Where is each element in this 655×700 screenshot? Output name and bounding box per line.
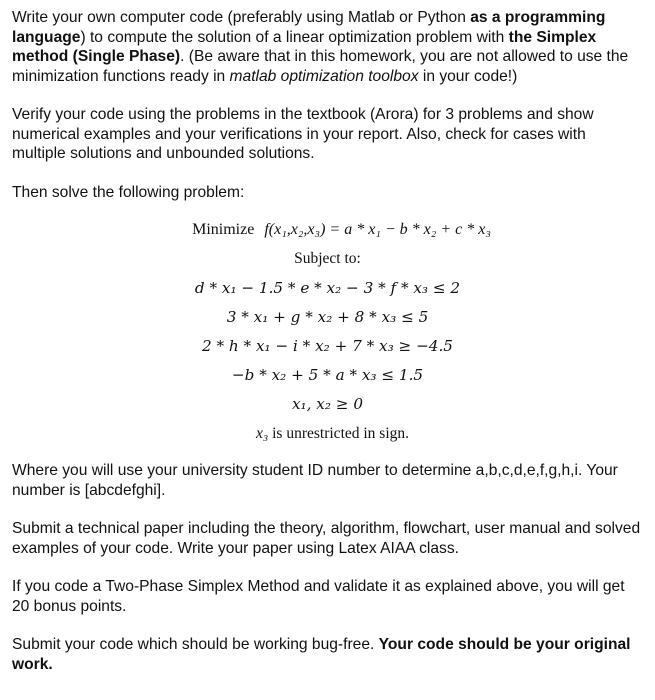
unrestricted-text: is unrestricted in sign. <box>268 425 410 442</box>
student-id-paragraph: Where you will use your university student ID number to determine a,b,c,d,e,f,g,h,i. Your number is [abcdefghi]. <box>12 462 618 499</box>
constraint-2: 3 * x₁ + g * x₂ + 8 * x₃ ≤ 5 <box>226 308 429 326</box>
constraint-nonnegativity: x₁, x₂ ≥ 0 <box>291 395 363 413</box>
unrestricted-variable: x₃ <box>255 425 269 442</box>
bold-text: Your code should be your original work. <box>12 636 631 673</box>
unrestricted-note <box>12 419 643 449</box>
constraint-4: −b * x₂ + 5 * a * x₃ ≤ 1.5 <box>231 366 424 384</box>
italic-text: matlab optimization toolbox <box>229 67 419 85</box>
technical-paper-paragraph: Submit a technical paper including the theory, algorithm, flowchart, user manual and solved examples of your code. Write your paper using Latex AIAA class. <box>12 520 641 557</box>
text-run: . (Be aware that in this homework, you are not allowed to use the minimization functions ready in <box>12 48 629 85</box>
text-run: in your code!) <box>418 67 518 85</box>
instructions-paragraph <box>12 8 643 86</box>
text-run: Write your own computer code (preferably using Matlab or Python <box>12 9 471 26</box>
objective-expression: f(x₁,x₂,x₃) = a * x₁ − b * x₂ + c * x₃ <box>264 221 491 238</box>
problem-intro: Then solve the following problem: <box>12 183 245 201</box>
bonus-paragraph: If you code a Two-Phase Simplex Method and validate it as explained above, you will get 20 bonus points. <box>12 578 625 615</box>
text-run: ) to compute the solution of a linear optimization problem with <box>80 28 509 46</box>
constraint-3: 2 * h * x₁ − i * x₂ + 7 * x₃ ≥ −4.5 <box>202 337 453 355</box>
constraint-1: d * x₁ − 1.5 * e * x₂ − 3 * f * x₃ ≤ 2 <box>194 279 461 297</box>
objective-function <box>12 220 643 244</box>
spacer <box>12 449 643 461</box>
submission-paragraph <box>12 635 643 674</box>
bold-text: as a programming language <box>12 9 606 46</box>
subject-to-label: Subject to: <box>294 250 361 267</box>
bold-text: the Simplex method (Single Phase) <box>12 28 597 65</box>
text-run: Submit your code which should be working bug-free. <box>12 636 379 653</box>
verification-paragraph: Verify your code using the problems in the textbook (Arora) for 3 problems and show numerical examples and your verifications in your report. Also, check for cases with multiple solutions and unbounded solutions. <box>12 106 594 162</box>
minimize-label: Minimize <box>192 221 255 238</box>
